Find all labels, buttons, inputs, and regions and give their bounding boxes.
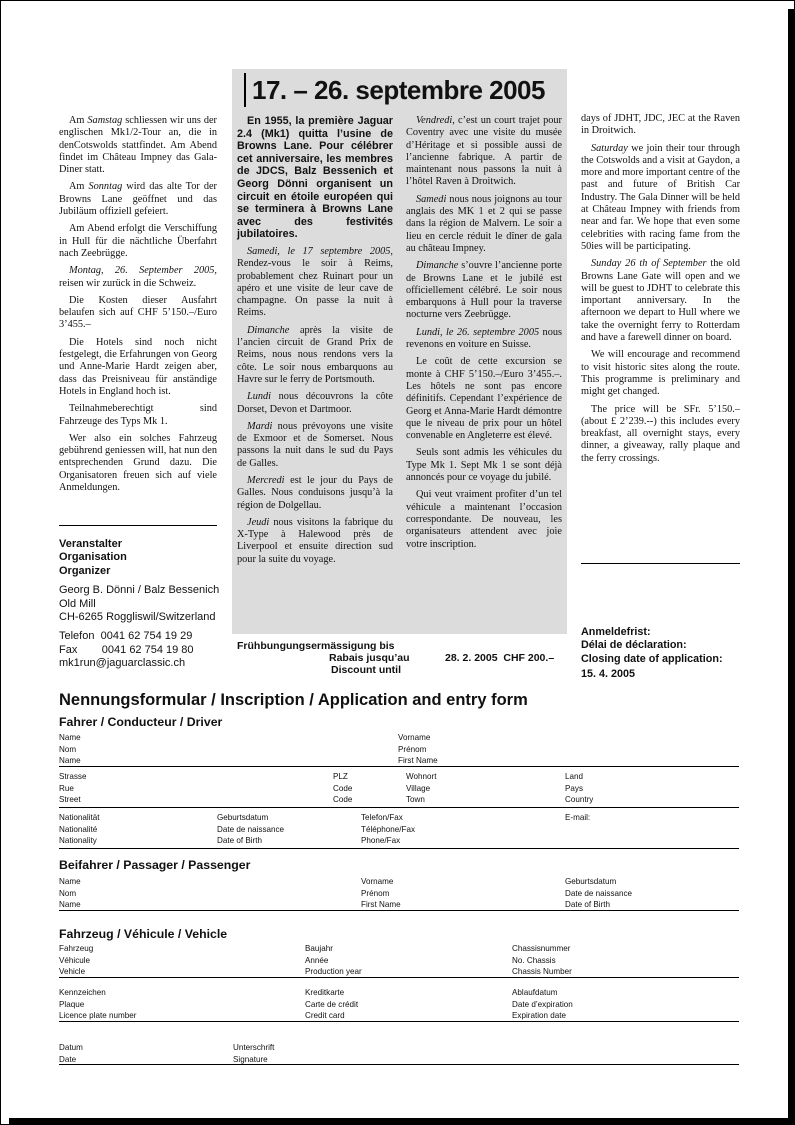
deadline-label-en: Closing date of application: [581,652,723,665]
paragraph: days of JDHT, JDC, JEC at the Raven in Droitwich. [581,113,740,137]
deadline-label-fr: Délai de déclaration: [581,639,687,652]
paragraph: Qui veut vraiment profiter d’un tel véhicule a maintenant l’occasion correspondante. De nouveau, les organisateurs attendent avec joie votre inscription. [406,489,562,550]
organizer-address-2: CH-6265 Roggliswil/Switzerland [59,611,216,624]
form-field-label: Strasse Rue Street [59,772,87,804]
organizer-address-1: Old Mill [59,597,96,610]
german-text-column [59,115,217,499]
form-field-label: Vorname Prénom First Name [398,733,438,765]
form-field-label: Baujahr Année Production year [305,944,362,976]
form-input-line[interactable] [59,766,739,767]
organizer-heading-fr: Organisation [59,551,127,564]
paragraph: Mercredi est le jour du Pays de Galles. Nous conduisons jusqu’à la région de Dolgellau. [237,474,393,511]
french-text-column-2 [406,115,562,556]
organizer-email[interactable]: mk1run@jaguarclassic.ch [59,657,186,670]
paragraph: Vendredi, c’est un court trajet pour Coventry avec une visite du musée d’Héritage et si possible aussi de l’ancienne fabrique. A partir de maintenant nous passons la nuit à l’hôtel Raven à Droitwich. [406,115,562,188]
form-field-label: Wohnort Village Town [406,772,437,804]
paragraph: Le coût de cette excursion se monte à CHF 5’150.–/Euro 3’455.–. Les hôtels ne sont pas encore définitifs. Cependant l’expérience de Georg et Anna-Marie Hardt démontre que le niveau de prix pour un hôtel convenable en Angleterre est élevé. [406,356,562,442]
form-field-label: Kennzeichen Plaque Licence plate number [59,988,137,1020]
paragraph: The price will be SFr. 5’150.– (about £ 2’239.--) this includes every breakfast, all overnight stays, every dinner, a giveaway, rally plaque and the ferry crossings. [581,403,740,464]
paragraph: Teilnahmeberechtigt sind Fahrzeuge des Typs Mk 1. [59,403,217,427]
passenger-section-title: Beifahrer / Passager / Passenger [59,858,251,872]
german-divider [59,525,217,526]
paragraph: Am Samstag schliessen wir uns der englischen Mk1/2-Tour an, die in denCotswolds stattfindet. Am Abend findet im Château Impney das Gala-Diner statt. [59,115,217,176]
form-title: Nennungsformular / Inscription / Application and entry form [59,691,528,709]
form-field-label: Telefon/Fax Téléphone/Fax Phone/Fax [361,813,415,845]
form-field-label: Chassisnummer No. Chassis Chassis Number [512,944,572,976]
form-field-label: Geburtsdatum Date de naissance Date of Birth [217,813,285,845]
early-discount-label-fr: Rabais jusqu’au [329,652,410,664]
paragraph: Lundi nous découvrons la côte Dorset, Devon et Dartmoor. [237,391,393,415]
organizer-block [59,538,229,671]
page-shadow-bottom [9,1118,795,1124]
organizer-heading-de: Veranstalter [59,538,122,550]
organizer-heading-en: Organizer [59,564,111,577]
organizer-fax: Fax 0041 62 754 19 80 [59,643,194,656]
paragraph: Jeudi nous visitons la fabrique du X-Type à Halewood près de Liverpool et ensuite direction sud pour la suite du voyage. [237,516,393,565]
form-field-label: Nationalität Nationalité Nationality [59,813,100,845]
form-field-label: Datum Date [59,1043,83,1064]
form-field-label: PLZ Code Code [333,772,353,804]
form-input-line[interactable] [59,1021,739,1022]
paragraph: Mardi nous prévoyons une visite de Exmoor et de Somerset. Nous passons la nuit dans le sud du Pays de Galles. [237,420,393,469]
french-intro: En 1955, la première Jaguar 2.4 (Mk1) quitta l’usine de Browns Lane. Pour célébrer cet anniversaire, les membres de JDCS, Balz Bessenich et Georg Dönni organisent un circuit en étoile européen qui se terminera à Browns Lane avec des festivités jubilatoires. [237,115,393,241]
paragraph: Am Abend erfolgt die Verschiffung in Hull für die nächtliche Überfahrt nach Zeebrügge. [59,223,217,259]
paragraph: Saturday we join their tour through the Cotswolds and a visit at Gaydon, a more and more important centre of the past and future of British Car Industry. The Gala Dinner will be held at Château Impney with friends from near and far. We hope that even some celebrities with racing fame from the 50ies will be participating. [581,142,740,252]
english-text-column [581,113,740,470]
paragraph: Die Hotels sind noch nicht festgelegt, die Erfahrungen von Georg und Anne-Marie Hardt zeigen aber, dass das Preisniveau für anständige Hotels in England hoch ist. [59,336,217,397]
paragraph: Sunday 26 th of September the old Browns Lane Gate will open and we will be guest to JDHT to celebrate this important anniversary. In the afternoon we depart to Hull where we take the overnight ferry to Rotterdam and have a farewell dinner on board. [581,258,740,344]
deadline-block [581,626,781,681]
paragraph: Dimanche s’ouvre l’ancienne porte de Browns Lane et le jubilé est officiellement célébré. Le soir nous embarquons à Hull pour la traverse nocturne vers Zeebrügge. [406,260,562,321]
page-shadow-right [788,9,794,1125]
paragraph: Dimanche après la visite de l’ancien circuit de Grand Prix de Reims, nous nous rendons vers la côte. Le soir nous embarquons au Havre sur le ferry de Portsmouth. [237,324,393,385]
form-field-label: Kreditkarte Carte de crédit Credit card [305,988,359,1020]
form-field-label: Name Nom Name [59,877,81,909]
form-field-label: Fahrzeug Véhicule Vehicle [59,944,94,976]
organizer-phone: Telefon 0041 62 754 19 29 [59,630,193,643]
form-field-label: E-mail: [565,813,591,822]
organizer-names: Georg B. Dönni / Balz Bessenich [59,584,220,597]
form-field-label: Unterschrift Signature [233,1043,275,1064]
paragraph: We will encourage and recommend to visit historic sites along the route. This programme is preliminary and might get changed. [581,349,740,398]
driver-section-title: Fahrer / Conducteur / Driver [59,715,223,729]
form-field-label: Land Pays Country [565,772,594,804]
vehicle-section-title: Fahrzeug / Véhicule / Vehicle [59,927,228,941]
deadline-label-de: Anmeldefrist: [581,626,651,638]
paragraph: Seuls sont admis les véhicules du Type Mk 1. Sept Mk 1 se sont déjà annoncés pour ce voyage du jubilé. [406,447,562,484]
event-date-title: 17. – 26. septembre 2005 [244,73,545,107]
english-divider [581,563,740,564]
early-discount-label-en: Discount until [331,664,401,676]
early-discount-value: 28. 2. 2005 CHF 200.– [445,652,555,664]
form-input-line[interactable] [59,910,739,911]
paragraph: Die Kosten dieser Ausfahrt belaufen sich auf CHF 5’150.–/Euro 3’455.– [59,294,217,331]
early-discount-label-de: Frühbungungsermässigung bis [237,640,395,652]
paragraph: Samedi nous nous joignons au tour anglais des MK 1 et 2 qui se passe dans la région de Malvern. Le soir a lieu en cercle réduit le dîner de gala au château Impney. [406,193,562,254]
deadline-date: 15. 4. 2005 [581,667,636,680]
form-input-line[interactable] [59,1064,739,1065]
french-text-column-1 [237,115,393,571]
form-input-line[interactable] [59,977,739,978]
paragraph: Lundi, le 26. septembre 2005 nous revenons en voiture en Suisse. [406,326,562,351]
paragraph: Montag, 26. September 2005, reisen wir zurück in die Schweiz. [59,265,217,289]
form-field-label: Geburtsdatum Date de naissance Date of Birth [565,877,633,909]
form-input-line[interactable] [59,807,739,808]
form-field-label: Name Nom Name [59,733,81,765]
form-input-line[interactable] [59,848,739,849]
form-field-label: Vorname Prénom First Name [361,877,401,909]
form-field-label: Ablaufdatum Date d’expiration Expiration date [512,988,573,1020]
paragraph: Wer also ein solches Fahrzeug gebührend geniessen will, hat nun den entsprechenden Grund dazu. Die Organisatoren freuen sich auf viele Anmeldungen. [59,432,217,494]
paragraph: Samedi, le 17 septembre 2005, Rendez-vous le soir à Reims, probablement chez Ruinart pour un apéro et une visite de leur cave de champagne. On passe la nuit à Reims. [237,245,393,319]
paragraph: Am Sonntag wird das alte Tor der Browns Lane geöffnet und das Jubiläum offiziell gefeiert. [59,181,217,218]
